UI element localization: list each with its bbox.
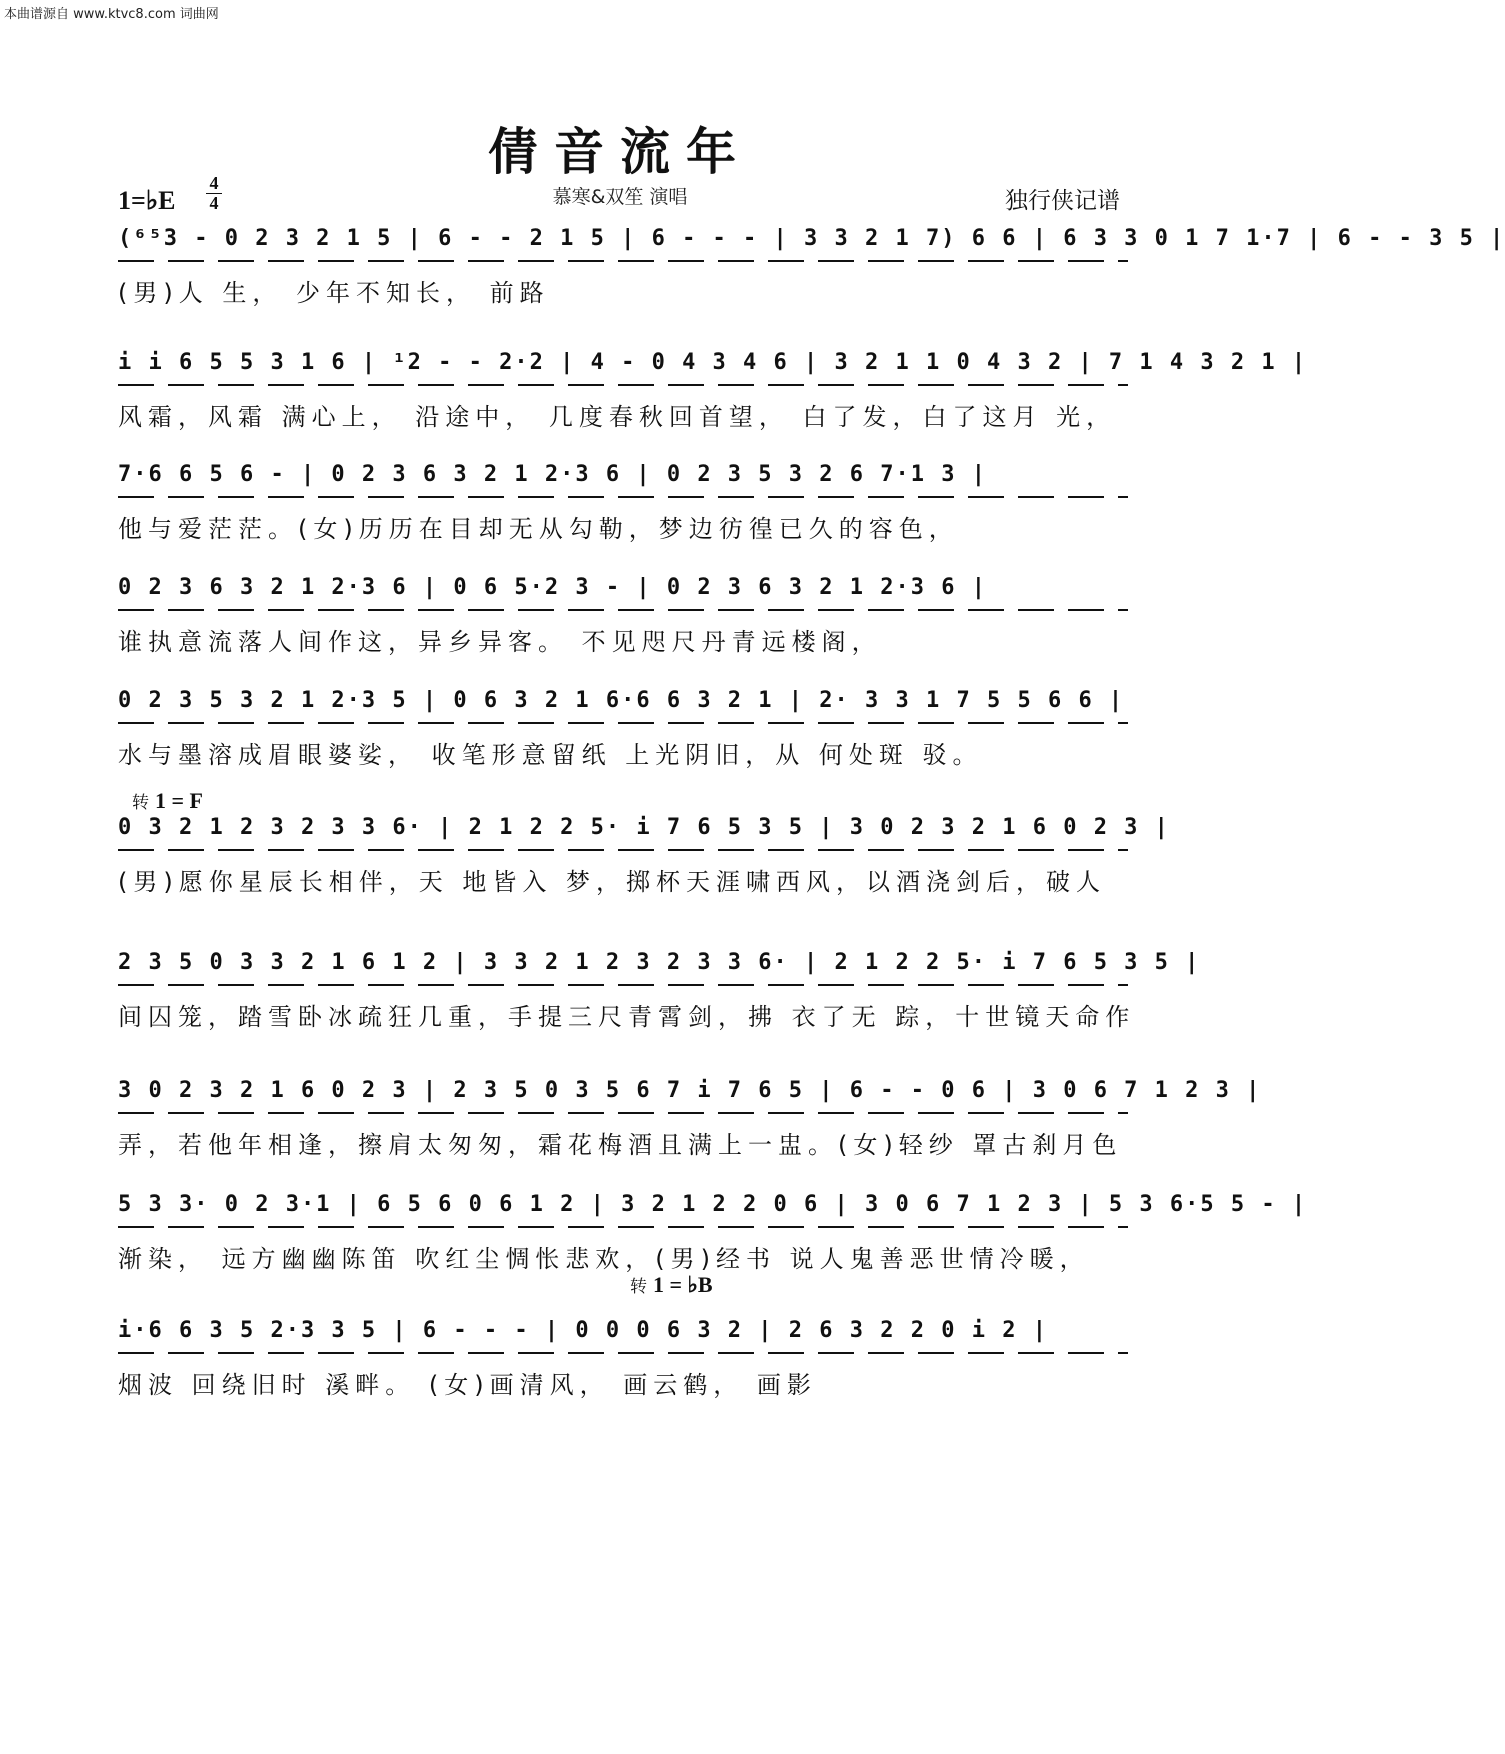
watermark-text: 本曲谱源自 www.ktvc8.com 词曲网 [4, 7, 219, 22]
notation-row: 0 2 3 5 3 2 1 2·3 5 | 0 6 3 2 1 6·6 6 3 2 1 | 2· 3 3 1 7 5 5 6 6 | [118, 688, 1125, 713]
beat-underline [118, 260, 1128, 262]
transcriber-credit: 独行侠记谱 [1005, 188, 1120, 214]
modulation-mark: 转 1 = F [132, 788, 203, 813]
notation-row: 2 3 5 0 3 3 2 1 6 1 2 | 3 3 2 1 2 3 2 3 3 6· | 2 1 2 2 5· i 7 6 5 3 5 | [118, 950, 1201, 975]
notation-row: 0 2 3 6 3 2 1 2·3 6 | 0 6 5·2 3 - | 0 2 3 6 3 2 1 2·3 6 | [118, 575, 987, 600]
singers-credit: 慕寒&双笙 演唱 [552, 186, 688, 208]
notation-row: 5 3 3· 0 2 3·1 | 6 5 6 0 6 1 2 | 3 2 1 2 2 0 6 | 3 0 6 7 1 2 3 | 5 3 6·5 5 - | [118, 1192, 1308, 1217]
beat-underline [118, 384, 1128, 386]
lyrics-row: 烟波 回绕旧时 溪畔。 (女)画清风， 画云鹤， 画影 [118, 1371, 817, 1399]
notation-row: 7·6 6 5 6 - | 0 2 3 6 3 2 1 2·3 6 | 0 2 3 5 3 2 6 7·1 3 | [118, 462, 987, 487]
lyrics-row: 谁执意流落人间作这，异乡异客。 不见咫尺丹青远楼阁， [118, 628, 882, 656]
beat-underline [118, 984, 1128, 986]
lyrics-row: 水与墨溶成眉眼婆娑， 收笔形意留纸 上光阴旧，从 何处斑 驳。 [118, 741, 983, 769]
lyrics-row: 风霜，风霜 满心上， 沿途中， 几度春秋回首望， 白了发，白了这月 光， [118, 403, 1117, 431]
beat-underline [118, 1352, 1128, 1354]
beat-underline [118, 1226, 1128, 1228]
beat-underline [118, 849, 1128, 851]
lyrics-row: 间囚笼，踏雪卧冰疏狂几重，手提三尺青霄剑，拂 衣了无 踪，十世镜天命作 [118, 1003, 1136, 1031]
notation-row: 0 3 2 1 2 3 2 3 3 6· | 2 1 2 2 5· i 7 6 5 3 5 | 3 0 2 3 2 1 6 0 2 3 | [118, 815, 1170, 840]
song-title: 倩音流年 [488, 122, 752, 181]
notation-row: i i 6 5 5 3 1 6 | ¹2 - - 2·2 | 4 - 0 4 3 4 6 | 3 2 1 1 0 4 3 2 | 7 1 4 3 2 1 | [118, 350, 1308, 375]
beat-underline [118, 496, 1128, 498]
lyrics-row: 弄，若他年相逢，擦肩太匆匆，霜花梅酒且满上一盅。(女)轻纱 罩古刹月色 [118, 1131, 1123, 1159]
time-signature-bottom: 4 [209, 193, 219, 213]
lyrics-row: (男)愿你星辰长相伴，天 地皆入 梦，掷杯天涯啸西风，以酒浇剑后，破人 [118, 868, 1106, 896]
notation-row: (⁶⁵3 - 0 2 3 2 1 5 | 6 - - 2 1 5 | 6 - - - | 3 3 2 1 7) 6 6 | 6 3 3 0 1 7 1·7 | 6 - - 3 5 | [118, 226, 1505, 251]
lyrics-row: (男)人 生， 少年不知长， 前路 [118, 279, 550, 307]
notation-row: 3 0 2 3 2 1 6 0 2 3 | 2 3 5 0 3 5 6 7 i 7 6 5 | 6 - - 0 6 | 3 0 6 7 1 2 3 | [118, 1078, 1262, 1103]
key-signature: 1=♭E [118, 186, 176, 215]
time-signature-top: 4 [209, 173, 219, 193]
notation-row: i·6 6 3 5 2·3 3 5 | 6 - - - | 0 0 0 6 3 2 | 2 6 3 2 2 0 i 2 | [118, 1318, 1048, 1343]
beat-underline [118, 722, 1128, 724]
modulation-mark: 转 1 = ♭B [630, 1272, 713, 1297]
lyrics-row: 他与爱茫茫。(女)历历在目却无从勾勒，梦边彷徨已久的容色， [118, 515, 959, 543]
beat-underline [118, 609, 1128, 611]
lyrics-row: 渐染， 远方幽幽陈笛 吹红尘惆怅悲欢，(男)经书 说人鬼善恶世情冷暖， [118, 1245, 1090, 1273]
beat-underline [118, 1112, 1128, 1114]
